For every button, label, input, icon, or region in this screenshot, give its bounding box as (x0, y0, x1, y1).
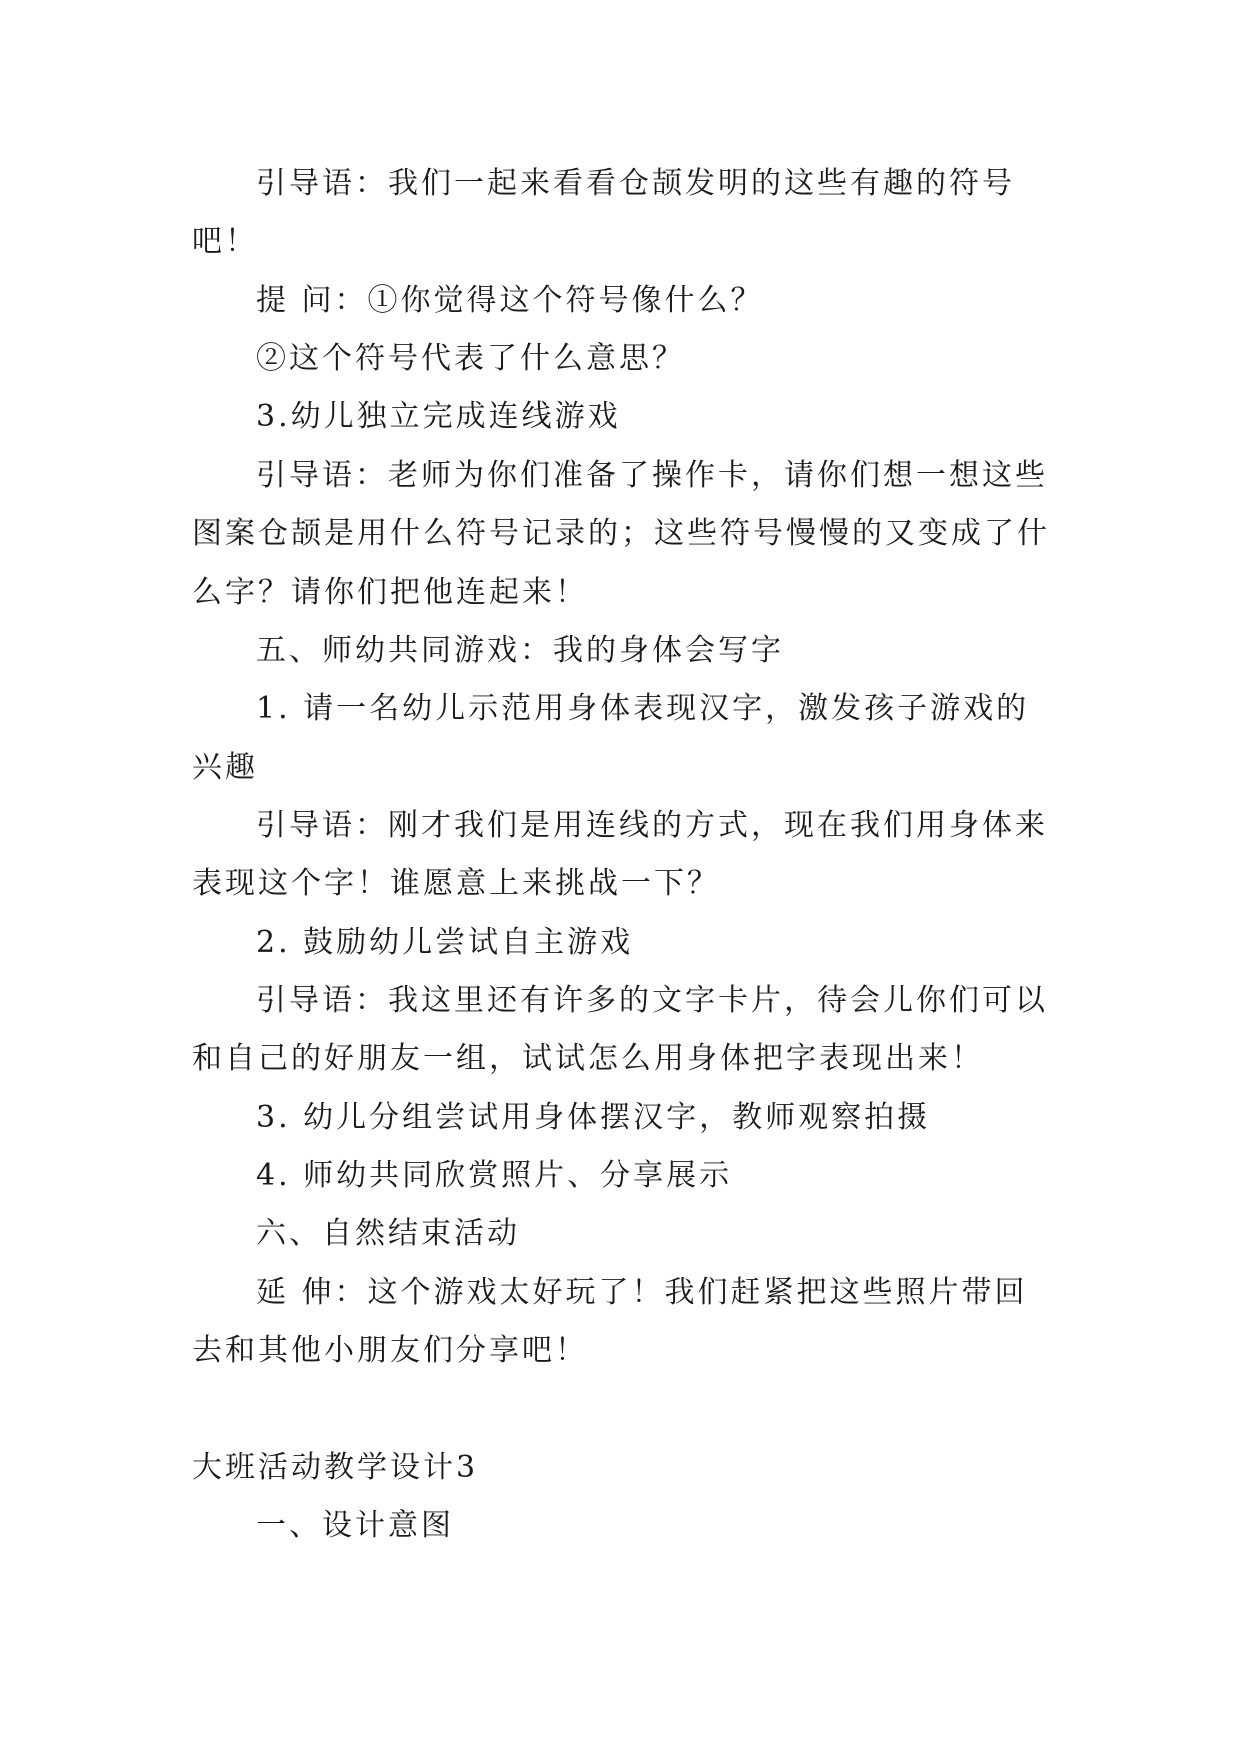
section-heading: 3.幼儿独立完成连线游戏 (256, 399, 621, 434)
section-heading: 2. 鼓励幼儿尝试自主游戏 (256, 925, 634, 960)
section-heading: 一、设计意图 (256, 1508, 454, 1543)
section-heading: 六、自然结束活动 (256, 1216, 520, 1251)
paragraph-line: ②这个符号代表了什么意思？ (256, 341, 685, 376)
paragraph-line: 和自己的好朋友一组，试试怎么用身体把字表现出来！ (192, 1041, 984, 1076)
paragraph-line: 吧！ (192, 224, 258, 259)
paragraph-line: 引导语：老师为你们准备了操作卡，请你们想一想这些 (256, 458, 1048, 493)
paragraph-line: 去和其他小朋友们分享吧！ (192, 1333, 588, 1368)
paragraph-line: 引导语：我这里还有许多的文字卡片，待会儿你们可以 (256, 983, 1048, 1018)
section-heading: 五、师幼共同游戏：我的身体会写字 (256, 633, 784, 668)
section-heading: 3. 幼儿分组尝试用身体摆汉字，教师观察拍摄 (256, 1100, 931, 1135)
section-heading: 4. 师幼共同欣赏照片、分享展示 (256, 1158, 733, 1193)
paragraph-line: 延 伸：这个游戏太好玩了！我们赶紧把这些照片带回 (256, 1275, 1028, 1310)
paragraph-line: 引导语：我们一起来看看仓颉发明的这些有趣的符号 (256, 166, 1015, 201)
paragraph-line: 表现这个字！谁愿意上来挑战一下？ (192, 866, 720, 901)
paragraph-line: 提 问：①你觉得这个符号像什么？ (256, 283, 764, 318)
paragraph-line: 兴趣 (192, 750, 258, 785)
paragraph-line: 么字？请你们把他连起来！ (192, 575, 588, 610)
paragraph-line: 图案仓颉是用什么符号记录的；这些符号慢慢的又变成了什 (192, 516, 1050, 551)
paragraph-line: 1. 请一名幼儿示范用身体表现汉字，激发孩子游戏的 (256, 691, 1030, 726)
paragraph-line: 引导语：刚才我们是用连线的方式，现在我们用身体来 (256, 808, 1048, 843)
document-title: 大班活动教学设计3 (192, 1450, 479, 1485)
